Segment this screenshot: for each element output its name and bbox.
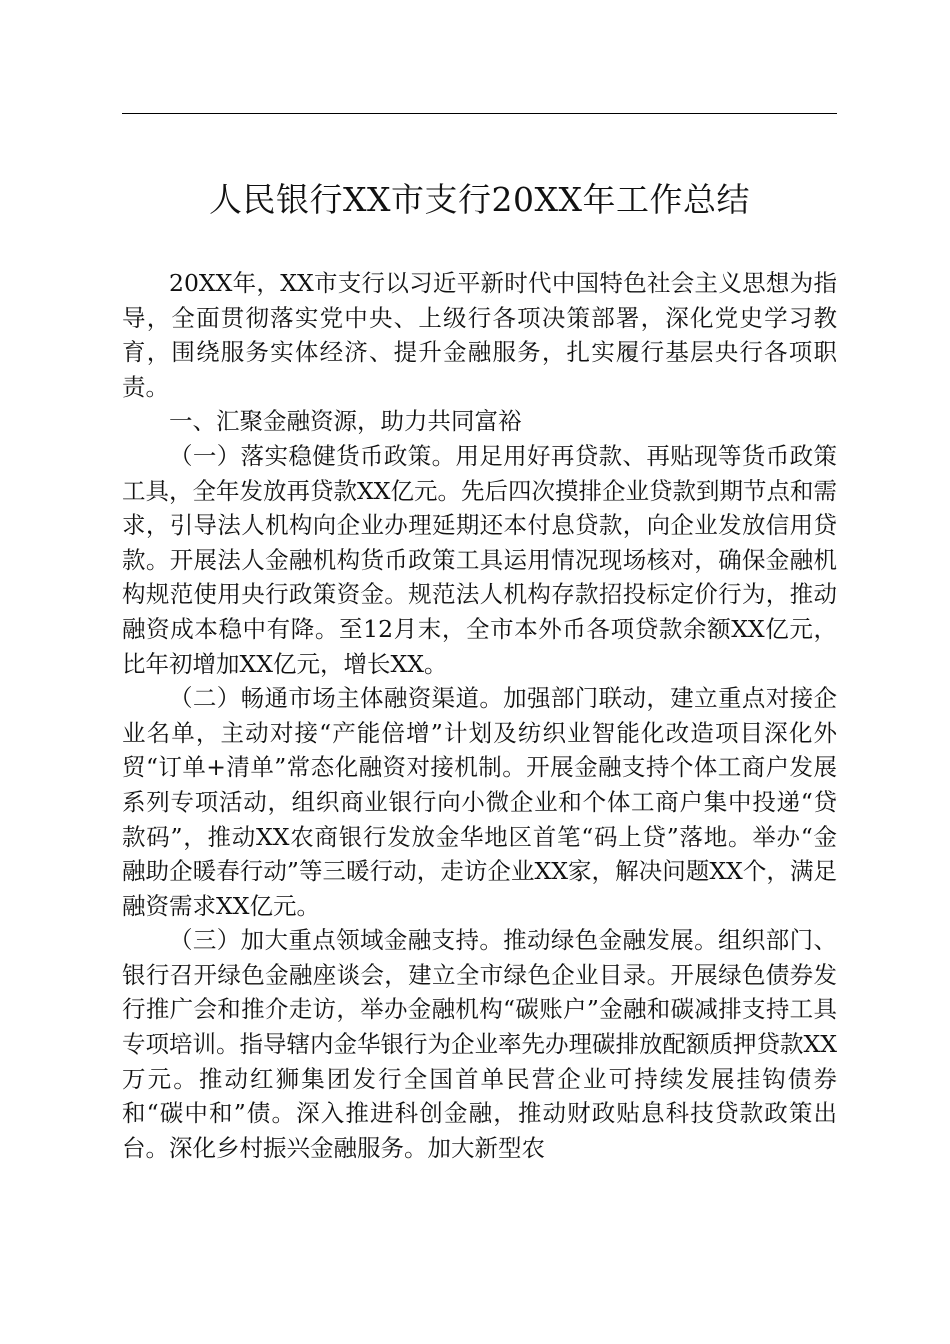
header-rule	[122, 113, 837, 114]
document-body	[122, 266, 837, 1165]
paragraph-monetary-policy: （一）落实稳健货币政策。用足用好再贷款、再贴现等货币政策工具，全年发放再贷款XX亿元。先后四次摸排企业贷款到期节点和需求，引导法人机构向企业办理延期还本付息贷款，向企业发放信用贷款。开展法人金融机构货币政策工具运用情况现场核对，确保金融机构规范使用央行政策资金。规范法人机构存款招投标定价行为，推动融资成本稳中有降。至12月末，全市本外币各项贷款余额XX亿元，比年初增加XX亿元，增长XX。	[122, 441, 837, 678]
document-title: 人民银行XX市支行20XX年工作总结	[209, 180, 750, 219]
section-heading-1: 一、汇聚金融资源，助力共同富裕	[169, 407, 522, 436]
paragraph-key-areas: （三）加大重点领域金融支持。推动绿色金融发展。组织部门、银行召开绿色金融座谈会，建立全市绿色企业目录。开展绿色债券发行推广会和推介走访，举办金融机构“碳账户”金融和碳减排支持工具专项培训。指导辖内金华银行为企业率先办理碳排放配额质押贷款XX万元。推动红狮集团发行全国首单民营企业可持续发展挂钩债券和“碳中和”债。深入推进科创金融，推动财政贴息科技贷款政策出台。深化乡村振兴金融服务。加大新型农	[122, 926, 837, 1162]
intro-paragraph: 20XX年，XX市支行以习近平新时代中国特色社会主义思想为指导，全面贯彻落实党中央、上级行各项决策部署，深化党史学习教育，围绕服务实体经济、提升金融服务，扎实履行基层央行各项职责。	[122, 269, 837, 401]
paragraph-financing-channels: （二）畅通市场主体融资渠道。加强部门联动，建立重点对接企业名单，主动对接“产能倍增”计划及纺织业智能化改造项目深化外贸“订单+清单”常态化融资对接机制。开展金融支持个体工商户发展系列专项活动，组织商业银行向小微企业和个体工商户集中投递“贷款码”，推动XX农商银行发放金华地区首笔“码上贷”落地。举办“金融助企暖春行动”等三暖行动，走访企业XX家，解决问题XX个，满足融资需求XX亿元。	[122, 684, 837, 920]
